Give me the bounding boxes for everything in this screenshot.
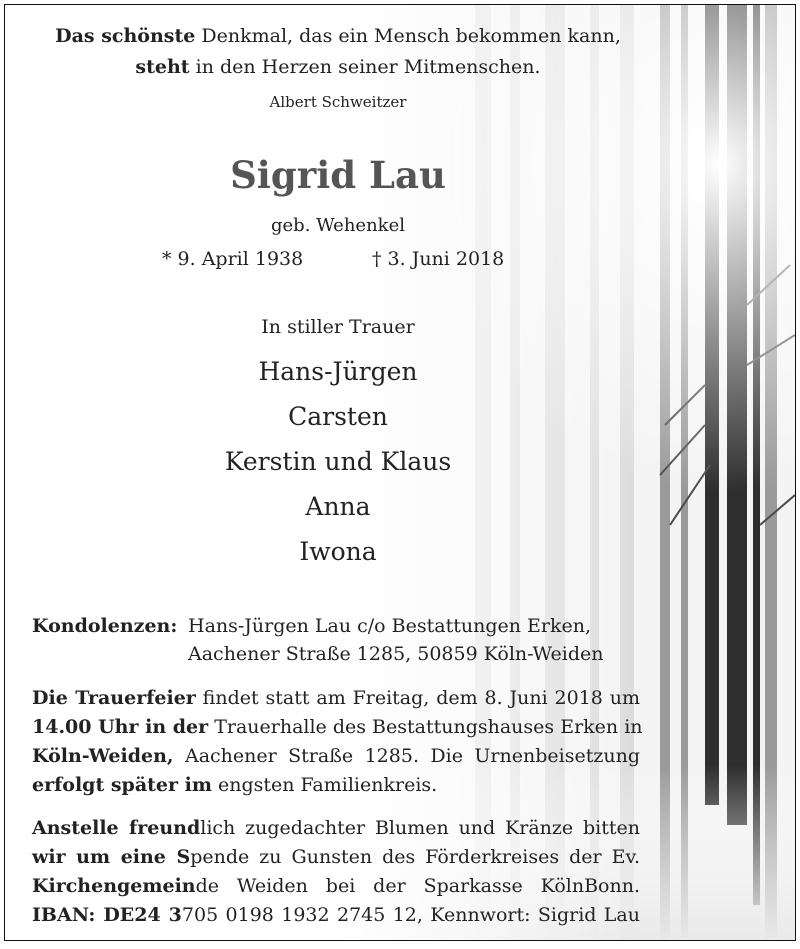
obituary-card: [4, 4, 796, 941]
quote-author: Albert Schweitzer: [269, 93, 407, 111]
donation-line: wir um eine Spende zu Gunsten des Förderkreises der Ev.: [32, 846, 640, 868]
donation-line: IBAN: DE24 3705 0198 1932 2745 12, Kennwort: Sigrid Lau: [32, 904, 640, 926]
obituary-text: [5, 5, 796, 941]
condolences-address-line-1: Hans-Jürgen Lau c/o Bestattungen Erken,: [188, 615, 591, 637]
ceremony-line: Die Trauerfeier findet statt am Freitag, dem 8. Juni 2018 um: [32, 687, 641, 709]
mourning-intro: In stiller Trauer: [261, 316, 415, 338]
ceremony-line: 14.00 Uhr in der Trauerhalle des Bestattungshauses Erken in: [32, 716, 643, 738]
birth-date: * 9. April 1938: [162, 248, 304, 270]
ceremony-line: erfolgt später im engsten Familienkreis.: [32, 774, 438, 796]
donation-line: Kirchengemeinde Weiden bei der Sparkasse KölnBonn.: [32, 875, 640, 897]
condolences-label: Kondolenzen:: [32, 615, 178, 637]
mourner-name: Hans-Jürgen: [258, 357, 418, 386]
donation-line: Anstelle freundlich zugedachter Blumen und Kränze bitten: [32, 817, 640, 839]
quote-line-1: Das schönste Denkmal, das ein Mensch bekommen kann,: [55, 25, 621, 47]
birth-name: geb. Wehenkel: [271, 215, 405, 236]
mourner-name: Anna: [305, 492, 371, 521]
condolences-address-line-2: Aachener Straße 1285, 50859 Köln-Weiden: [188, 643, 604, 665]
mourner-name: Carsten: [288, 402, 388, 431]
mourner-name: Kerstin und Klaus: [224, 447, 452, 476]
deceased-name: Sigrid Lau: [230, 153, 446, 197]
mourner-name: Iwona: [299, 537, 377, 566]
quote-line-2: steht in den Herzen seiner Mitmenschen.: [135, 56, 541, 78]
death-date: † 3. Juni 2018: [372, 248, 505, 270]
ceremony-line: Köln-Weiden, Aachener Straße 1285. Die Urnenbeisetzung: [32, 745, 640, 767]
